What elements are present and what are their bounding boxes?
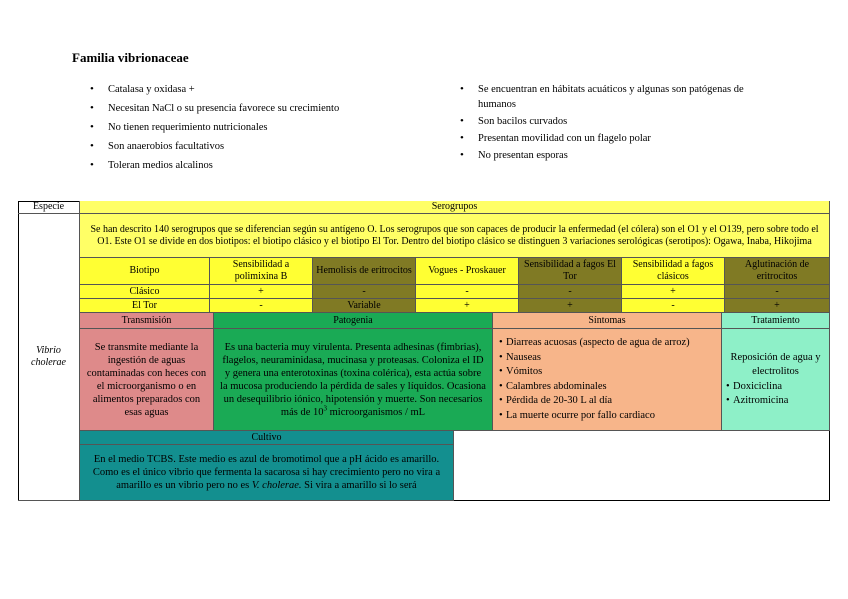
biotipo-eltor: El Tor <box>80 299 210 313</box>
list-item: • Nauseas <box>499 351 715 366</box>
list-item: • Son bacilos curvados <box>460 114 780 129</box>
test-header-polimixina: Sensibilidad a polimixina B <box>210 258 313 285</box>
cultivo-text <box>80 445 454 501</box>
table-cell: + <box>725 299 830 313</box>
list-item: • Son anaerobios facultativos <box>90 139 420 154</box>
patogenia-exponent: 3 <box>323 404 327 412</box>
biotipo-header: Biotipo <box>80 258 210 285</box>
test-header-aglutinacion: Aglutinación de eritrocitos <box>725 258 830 285</box>
tratamiento-content <box>722 329 830 431</box>
cultivo-species: V. cholerae. <box>251 480 302 491</box>
list-item: • No tienen requerimiento nutricionales <box>90 120 420 135</box>
patogenia-header: Patogenia <box>214 313 493 329</box>
list-item: • Diarreas acuosas (aspecto de agua de arroz) <box>499 336 715 351</box>
transmision-text: Se transmite mediante la ingestión de aguas contaminadas con heces con el microorganismo o en alimentos preparados con esas aguas <box>80 329 214 431</box>
list-item: • Azitromicina <box>726 394 825 408</box>
transmision-header: Transmisión <box>80 313 214 329</box>
list-item: • Presentan movilidad con un flagelo polar <box>460 131 780 146</box>
serogrupos-description: Se han descrito 140 serogrupos que se diferencian según su antígeno O. Los serogrupos que son capaces de producir la enfermedad (el cólera) son el O1 y el O139, pero sobre todo el O1. Este O1 se divide en dos biotipos: el biotipo clásico y el biotipo El Tor. Dentro del biotipo clásico se distinguen 3 variaciones serológicas (serotipos): Ogawa, Inaba, Hikojima <box>80 214 830 258</box>
table-cell: - <box>622 299 725 313</box>
table-cell: + <box>416 299 519 313</box>
bullet-list-left <box>90 82 420 177</box>
patogenia-tail: microorganismos / mL <box>326 406 426 418</box>
list-item: • Se encuentran en hábitats acuáticos y algunas son patógenas de humanos <box>460 82 780 112</box>
table-cell: + <box>519 299 622 313</box>
sintomas-list <box>493 329 722 431</box>
bullet-list-right <box>460 82 780 165</box>
cultivo-body: En el medio TCBS. Este medio es azul de bromotimol que a pH ácido es amarillo. Como es el único vibrio que fermenta la sacarosa si hay crecimiento pero no vira a amarillo es un vibrio pero no es <box>92 454 441 491</box>
vibrio-table <box>18 201 830 501</box>
list-item: • Necesitan NaCl o su presencia favorece su crecimiento <box>90 101 420 116</box>
patogenia-body: Es una bacteria muy virulenta. Presenta adhesinas (fimbrias), flagelos, neuraminidasa, mucinasa y proteasas. Coloniza el ID y genera una enterotoxinas (toxina colérica), esta actúa sobre la mucosa produciendo la pérdida de sales y líquidos. Ocasiona un desequilibrio iónico, hipotensión y muerte. Son necesarios más de 10 <box>220 341 486 418</box>
cultivo-header: Cultivo <box>80 431 454 445</box>
list-item: • Catalasa y oxidasa + <box>90 82 420 97</box>
list-item: • Pérdida de 20-30 L al día <box>499 394 715 409</box>
table-cell: - <box>313 285 416 299</box>
test-header-fagos-clasicos: Sensibilidad a fagos clásicos <box>622 258 725 285</box>
test-header-vogues: Vogues - Proskauer <box>416 258 519 285</box>
table-cell: - <box>725 285 830 299</box>
table-cell: - <box>416 285 519 299</box>
especie-header: Especie <box>18 201 80 214</box>
page-title: Familia vibrionaceae <box>72 50 189 65</box>
serogrupos-header: Serogrupos <box>80 201 830 214</box>
biotipo-clasico: Clásico <box>80 285 210 299</box>
table-cell: + <box>210 285 313 299</box>
table-cell: + <box>622 285 725 299</box>
test-header-fagos-eltor: Sensibilidad a fagos El Tor <box>519 258 622 285</box>
list-item: • La muerte ocurre por fallo cardiaco <box>499 409 715 424</box>
table-cell: - <box>210 299 313 313</box>
sintomas-header: Síntomas <box>493 313 722 329</box>
list-item: • No presentan esporas <box>460 148 780 163</box>
list-item: • Calambres abdominales <box>499 380 715 395</box>
list-item: • Vómitos <box>499 365 715 380</box>
tratamiento-header: Tratamiento <box>722 313 830 329</box>
tratamiento-text: Reposición de agua y electrolitos <box>730 352 821 377</box>
table-cell: - <box>519 285 622 299</box>
test-header-hemolisis: Hemolisis de eritrocitos <box>313 258 416 285</box>
species-name: Vibrio cholerae <box>18 214 80 501</box>
table-cell: Variable <box>313 299 416 313</box>
cultivo-tail: Si vira a amarillo si lo será <box>301 480 417 491</box>
list-item: • Doxiciclina <box>726 380 825 394</box>
list-item: • Toleran medios alcalinos <box>90 158 420 173</box>
patogenia-text <box>214 329 493 431</box>
